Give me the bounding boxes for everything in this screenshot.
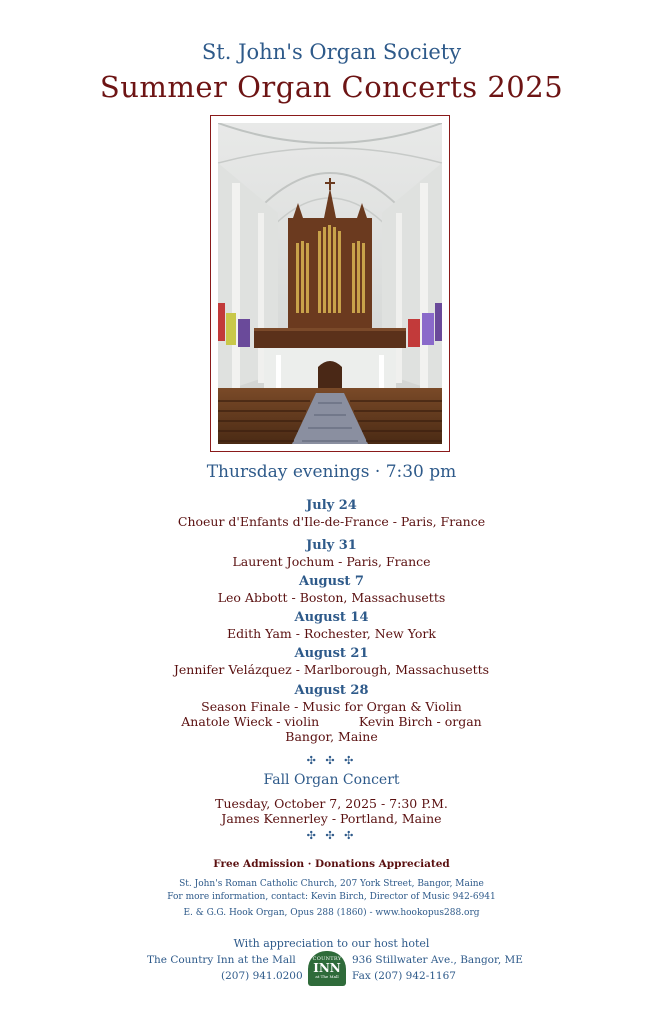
concert-performer: Jennifer Velázquez - Marlborough, Massachusetts <box>173 662 490 677</box>
concert-august-14 <box>0 610 663 641</box>
fall-concert <box>0 796 663 826</box>
hotel-fax: Fax (207) 942-1167 <box>352 970 456 982</box>
contact-info: For more information, contact: Kevin Birch, Director of Music 942-6941 <box>167 892 496 902</box>
hotel-appreciation: With appreciation to our host hotel <box>233 937 430 950</box>
organ-photo-frame <box>210 115 450 452</box>
concert-date: August 14 <box>294 610 369 625</box>
concert-date: August 7 <box>299 574 364 589</box>
fall-concert-performer: James Kennerley - Portland, Maine <box>221 811 442 826</box>
concert-august-28 <box>0 683 663 744</box>
logo-main-text: INN <box>313 961 341 975</box>
concert-july-31 <box>0 538 663 569</box>
country-inn-logo <box>308 951 346 986</box>
society-name: St. John's Organ Society <box>201 40 462 64</box>
church-organ-photo <box>218 123 442 444</box>
concert-performer: Leo Abbott - Boston, Massachusetts <box>217 590 446 605</box>
concert-performer: Laurent Jochum - Paris, France <box>232 554 431 569</box>
concert-date: July 24 <box>306 498 357 513</box>
concert-august-21 <box>0 646 663 677</box>
hotel-phone: (207) 941.0200 <box>221 970 303 982</box>
concert-performer: Edith Yam - Rochester, New York <box>227 626 436 641</box>
hotel-address: 936 Stillwater Ave., Bangor, ME <box>352 954 523 966</box>
schedule-time: Thursday evenings · 7:30 pm <box>206 462 457 482</box>
fall-concert-date: Tuesday, October 7, 2025 - 7:30 P.M. <box>215 796 448 811</box>
ornament-divider-icon: ✣ ✣ ✣ <box>306 754 357 767</box>
concert-location: Bangor, Maine <box>285 729 378 744</box>
concert-performer: Choeur d'Enfants d'Ile-de-France - Paris, France <box>177 514 486 529</box>
concert-performer: Season Finale - Music for Organ & Violin <box>201 699 462 714</box>
concert-august-7 <box>0 574 663 605</box>
concert-date: August 28 <box>294 683 369 698</box>
ornament-divider-icon: ✣ ✣ ✣ <box>306 829 357 842</box>
fall-concert-heading: Fall Organ Concert <box>263 772 400 788</box>
admission-text: Free Admission · Donations Appreciated <box>213 858 450 870</box>
organ-info: E. & G.G. Hook Organ, Opus 288 (1860) - www.hookopus288.org <box>183 908 480 918</box>
logo-top-text: COUNTRY <box>312 956 342 962</box>
hotel-name: The Country Inn at the Mall <box>147 954 296 966</box>
page-title: Summer Organ Concerts 2025 <box>99 70 564 104</box>
concert-date: August 21 <box>294 646 369 661</box>
logo-bottom-text: at The Mall <box>315 974 339 979</box>
concert-performer: Anatole Wieck - violin Kevin Birch - organ <box>181 714 482 729</box>
church-address: St. John's Roman Catholic Church, 207 York Street, Bangor, Maine <box>179 879 484 889</box>
concert-date: July 31 <box>306 538 357 553</box>
concert-july-24 <box>0 498 663 529</box>
